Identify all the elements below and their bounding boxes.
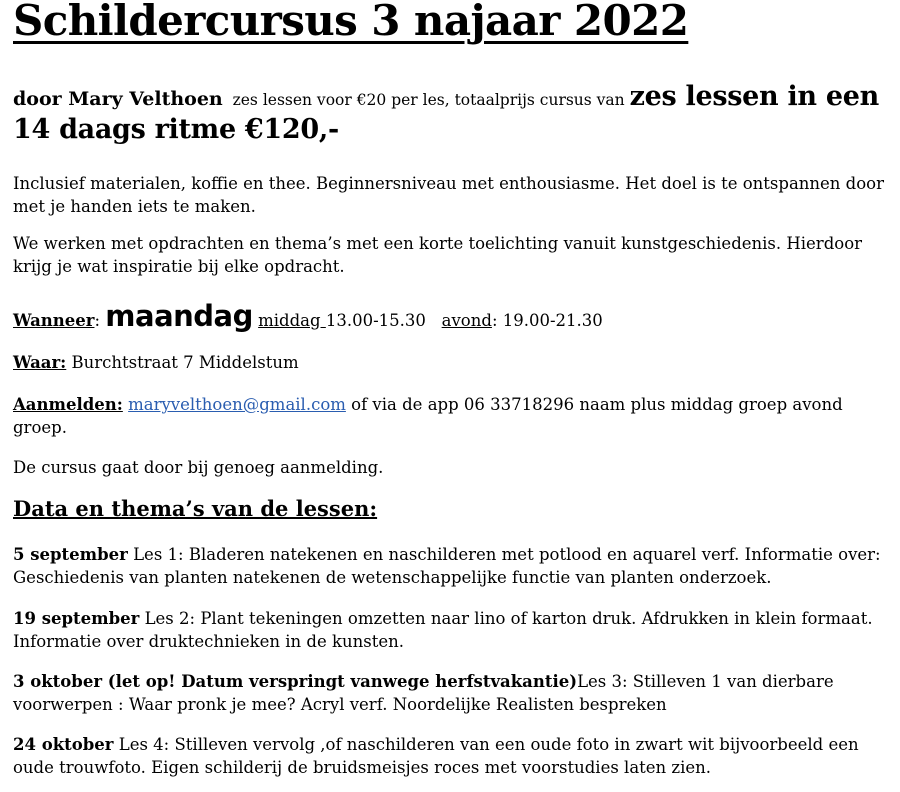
when-line xyxy=(13,298,888,339)
author-name: door Mary Velthoen xyxy=(13,88,223,110)
lesson-item xyxy=(13,733,888,779)
lesson-item xyxy=(13,607,888,653)
lesson-text: Les 2: Plant tekeningen omzetten naar lino of karton druk. Afdrukken in klein formaat. Informatie over druktechnieken in de kunsten. xyxy=(13,609,873,651)
evening-time: : 19.00-21.30 xyxy=(491,311,603,330)
lesson-date: 3 oktober (let op! Datum verspringt vanwege herfstvakantie) xyxy=(13,672,578,691)
lesson-text: Les 1: Bladeren natekenen en naschilderen met potlood en aquarel verf. Informatie over: Geschiedenis van planten natekenen de wetenschappelijke functie van planten onderzoek. xyxy=(13,545,881,587)
email-link[interactable]: maryvelthoen@gmail.com xyxy=(128,395,346,414)
evening-label: avond xyxy=(441,311,492,330)
lesson-text: Les 3: Stilleven 1 van dierbare voorwerpen : Waar pronk je mee? Acryl verf. Noordelijke Realisten bespreken xyxy=(13,672,834,714)
lessons-heading: Data en thema’s van de lessen: xyxy=(13,496,378,521)
page-title: Schildercursus 3 najaar 2022 xyxy=(13,0,689,45)
when-separator: : xyxy=(94,311,106,330)
materials-paragraph: Inclusief materialen, koffie en thee. Beginnersniveau met enthousiasme. Het doel is te ontspannen door met je handen iets te maken. xyxy=(13,174,884,216)
intro-paragraph xyxy=(13,82,888,148)
lesson-item xyxy=(13,543,888,589)
when-day: maandag xyxy=(105,299,253,333)
signup-label: Aanmelden: xyxy=(13,395,123,414)
price-highlight: zes lessen in een 14 daags ritme €120,- xyxy=(13,81,879,145)
afternoon-time: 13.00-15.30 xyxy=(325,311,426,330)
where-line xyxy=(13,351,888,374)
lesson-date: 19 september xyxy=(13,609,140,628)
signup-rest: of via de app 06 33718296 naam plus middag groep avond groep. xyxy=(13,395,843,437)
lesson-date: 24 oktober xyxy=(13,735,114,754)
price-text: zes lessen voor €20 per les, totaalprijs cursus van xyxy=(232,91,625,109)
note-paragraph: De cursus gaat door bij genoeg aanmelding. xyxy=(13,458,384,477)
themes-paragraph: We werken met opdrachten en thema’s met een korte toelichting vanuit kunstgeschiedenis. Hierdoor krijg je wat inspiratie bij elke opdracht. xyxy=(13,234,863,276)
lesson-date: 5 september xyxy=(13,545,128,564)
where-label: Waar: xyxy=(13,353,67,372)
where-value: Burchtstraat 7 Middelstum xyxy=(66,353,299,372)
when-label: Wanneer xyxy=(13,311,95,330)
lesson-item xyxy=(13,670,888,716)
afternoon-label: middag xyxy=(258,311,326,330)
lesson-text: Les 4: Stilleven vervolg ,of naschilderen van een oude foto in zwart wit bijvoorbeeld een oude trouwfoto. Eigen schilderij de bruidsmeisjes roces met voorstudies laten zien. xyxy=(13,735,859,777)
signup-paragraph xyxy=(13,393,888,439)
